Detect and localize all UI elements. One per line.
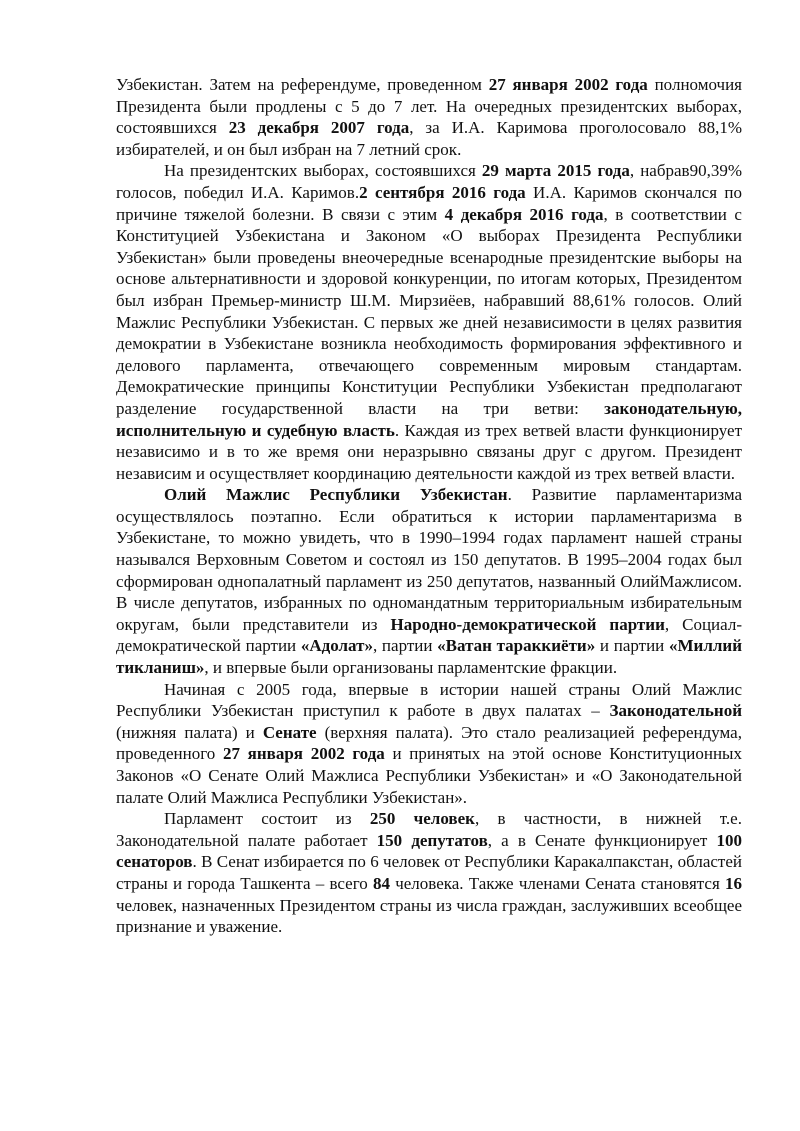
bold-text-run: 23 декабря 2007 года (228, 118, 410, 138)
text-run: и партии (595, 636, 669, 656)
paragraph-2 (116, 160, 742, 484)
text-run: , партии (372, 636, 438, 656)
text-run: и принятых на этой основе Конституционных Законов «О Сенате Олий Мажлиса Республики Узбекистан» и «О Законодательной палате Олий Мажлиса Республики Узбекистан». (116, 744, 742, 807)
bold-text-run: 27 января 2002 года (222, 744, 385, 764)
text-run: Парламент состоит из (164, 809, 370, 829)
text-run: . Каждая из трех ветвей власти функционирует независимо и в то же время они неразрывно связаны друг с другом. Президент независим и осуществляет координацию деятельности каждой из трех ветвей власти. (116, 420, 742, 483)
paragraph-4 (116, 679, 742, 809)
bold-text-run: «Адолат» (300, 636, 373, 656)
text-run: . В Сенат избирается по 6 человек от Республики Каракалпакстан, областей страны и города Ташкента – всего (116, 852, 742, 893)
bold-text-run: 84 (372, 873, 390, 893)
bold-text-run: 150 депутатов (376, 830, 488, 850)
text-run: И.А. Каримов скончался по причине тяжелой болезни. В связи с этим (116, 182, 742, 224)
text-run: . Развитие парламентаризма осуществлялось поэтапно. Если обратиться к истории парламентаризма в Узбекистане, то можно увидеть, что в 1990–1994 годах парламент нашей страны назывался Верховным Советом и состоял из 150 депутатов. В 1995–2004 годах был сформирован однопалатный парламент из 250 депутатов, названный ОлийМажлисом. В числе депутатов, избранных по одномандатным территориальным избирательным округам, были представители из (116, 485, 743, 634)
text-run: На президентских выборах, состоявшихся (164, 161, 482, 181)
text-run: , и впервые были организованы парламентские фракции. (204, 658, 618, 678)
text-run: , в соответствии с Конституцией Узбекистана и Законом «О выборах Президента Республики Узбекистан» были проведены внеочередные всенародные президентские выборы на основе альтернативности и здоровой конкуренции, по итогам которых, Президентом был избран Премьер-министр Ш.М. Мирзиёев, набравший 88,61% голосов. Олий Мажлис Республики Узбекистан. С первых же дней независимости в целях развития демократии в Узбекистане возникла необходимость формирования эффективного и делового парламента, отвечающего современным мировым стандартам. Демократические принципы Конституции Республики Узбекистан предполагают разделение государственной власти на три ветви: (116, 204, 742, 418)
text-run: , набрав90,39% голосов, победил И.А. Каримов. (116, 161, 742, 202)
text-run: человека. Также членами Сената становятся (389, 873, 725, 893)
bold-text-run: законодательную, исполнительную и судебную власть (116, 398, 742, 440)
text-run: полномочия Президента были продлены с 5 до 7 лет. На очередных президентских выборах, состоявшихся (116, 75, 742, 138)
text-run: , за И.А. Каримова проголосовало 88,1% избирателей, и он был избран на 7 летний срок. (116, 118, 743, 159)
text-run: , а в Сенате функционирует (487, 830, 717, 850)
bold-text-run: 29 марта 2015 года (481, 161, 630, 181)
text-run: , Социал-демократической партии (116, 614, 742, 656)
text-run: человек, назначенных Президентом страны из числа граждан, заслуживших всеобщее признание и уважение. (116, 895, 742, 937)
bold-text-run: 2 сентября 2016 года (359, 182, 526, 202)
paragraph-3 (116, 484, 742, 678)
bold-text-run: «Миллий тикланиш» (116, 636, 742, 678)
bold-text-run: 27 января 2002 года (488, 75, 648, 94)
paragraph-5 (116, 808, 742, 938)
paragraph-1 (116, 74, 742, 160)
bold-text-run: Сенате (262, 722, 317, 742)
text-run: Начиная с 2005 года, впервые в истории нашей страны Олий Мажлис Республики Узбекистан приступил к работе в двух палатах – (116, 679, 742, 721)
bold-text-run: «Ватан тараккиёти» (437, 636, 596, 656)
bold-text-run: 100 сенаторов (116, 830, 742, 872)
document-page (116, 74, 742, 938)
bold-text-run: 16 (725, 873, 742, 893)
bold-text-run: 4 декабря 2016 года (444, 204, 604, 224)
bold-text-run: Законодательной (609, 701, 742, 721)
text-run: (верхняя палата). Это стало реализацией референдума, проведенного (116, 722, 742, 764)
text-run: (нижняя палата) и (116, 722, 263, 742)
text-run: Узбекистан. Затем на референдуме, проведенном (116, 75, 489, 94)
bold-text-run: Народно-демократической партии (390, 614, 665, 634)
text-run: , в частности, в нижней т.е. Законодательной палате работает (116, 809, 742, 850)
bold-text-run: 250 человек (369, 809, 475, 829)
bold-text-run: Олий Мажлис Республики Узбекистан (164, 485, 508, 505)
